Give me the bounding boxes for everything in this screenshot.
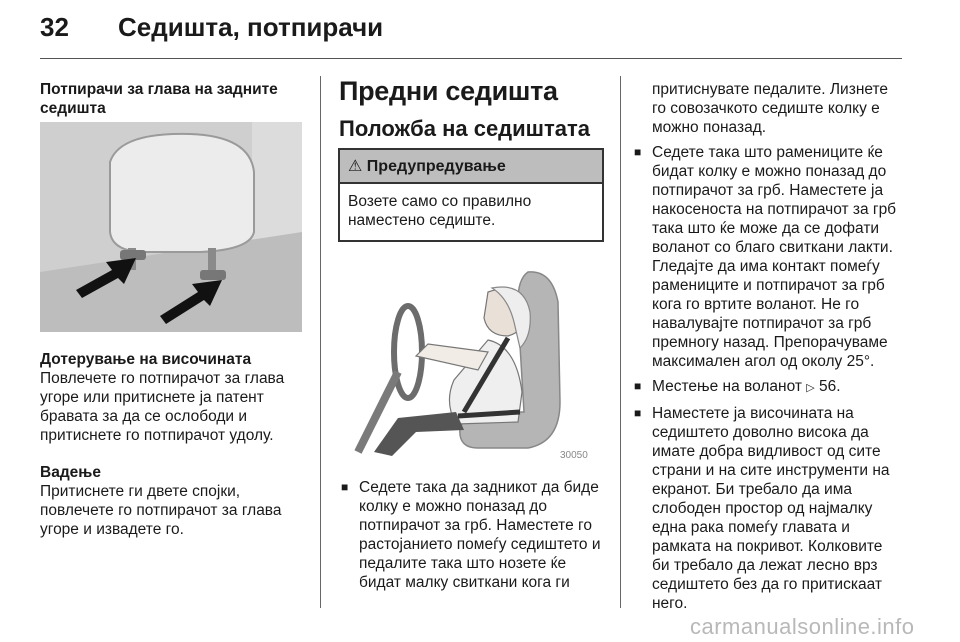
front-seats-heading: Предни седишта (339, 76, 558, 106)
left-column (40, 80, 308, 118)
warning-box (338, 148, 604, 242)
bullet-text-3: Местење на воланот (652, 378, 802, 395)
bullet-square-icon: ■ (341, 480, 349, 494)
page-reference-icon: ▷ (806, 382, 815, 394)
bullet-3-reference[interactable]: 56. (819, 378, 841, 395)
bullet-item (632, 143, 904, 371)
page-number: 32 (40, 12, 69, 42)
bullet-text-1: Седете така да задникот да биде колку е можно поназад до потпирачот за грб. Наместете го растојанието помеѓу седиштето и педалите така што нозете ќе бидат малку свиткани кога ги (359, 479, 601, 591)
warning-icon: ⚠ (348, 158, 363, 175)
bullet-text-4: Наместете ја височината на седиштето доволно висока да имате добра видливост од сите страни и на сите инструменти на екранот. Би требало да има слободен простор од најмалку една рака помеѓу главата и рамката на покривот. Колковите би требало да лежат лесно врз седиштето без да го притискаат него. (652, 405, 890, 612)
left-column-text (40, 350, 308, 539)
bullet-square-icon: ■ (634, 145, 642, 159)
height-adjust-text: Повлечете го потпирачот за глава угоре или притиснете ја патент бравата за да се ослободи и притиснете го потпирачот удолу. (40, 370, 285, 444)
driver-figure (338, 252, 600, 462)
bullet-item (339, 478, 607, 592)
removal-heading: Вадење (40, 464, 101, 481)
warning-text: Возете само со правилно наместено седиште. (348, 193, 532, 229)
bullet-text-2: Седете така што рамениците ќе бидат колку е можно поназад до потпирачот за грб. Наместете ја накосеноста на потпирачот за грб така што ќе може да се дофати воланот со благо свиткани лакти. Гледајте да има контакт помеѓу рамениците и потпирачот за грб кога го вртите воланот. Не го навалувајте потпирачот за грб премногу назад. Препорачуваме максимален агол од околу 25°. (652, 144, 897, 370)
column-separator-1 (320, 76, 321, 608)
bullet-item (632, 377, 904, 398)
right-column (632, 80, 904, 613)
warning-title: Предупредување (366, 158, 506, 175)
column-separator-2 (620, 76, 621, 608)
headrest-photo (40, 122, 302, 332)
rear-headrest-heading: Потпирачи за глава на задните седишта (40, 81, 278, 117)
warning-header (340, 150, 602, 184)
height-adjust-heading: Дотерување на височината (40, 351, 252, 368)
bullet-item (632, 404, 904, 613)
middle-bullets (339, 478, 607, 592)
seat-position-illustration (338, 252, 600, 462)
bullet-square-icon: ■ (634, 379, 642, 393)
page-title: Седишта, потпирачи (118, 12, 384, 42)
removal-text: Притиснете ги двете спојки, повлечете го потпирачот за глава угоре и извадете го. (40, 483, 282, 538)
watermark: carmanualsonline.info (690, 614, 915, 639)
headrest-illustration (40, 122, 302, 332)
bullet-square-icon: ■ (634, 406, 642, 420)
continued-text: притиснувате педалите. Лизнете го совозачкото седиште колку е можно поназад. (652, 81, 889, 136)
figure-number: 30050 (560, 450, 588, 461)
header-rule (40, 58, 902, 59)
seat-position-heading: Положба на седиштата (339, 116, 591, 141)
